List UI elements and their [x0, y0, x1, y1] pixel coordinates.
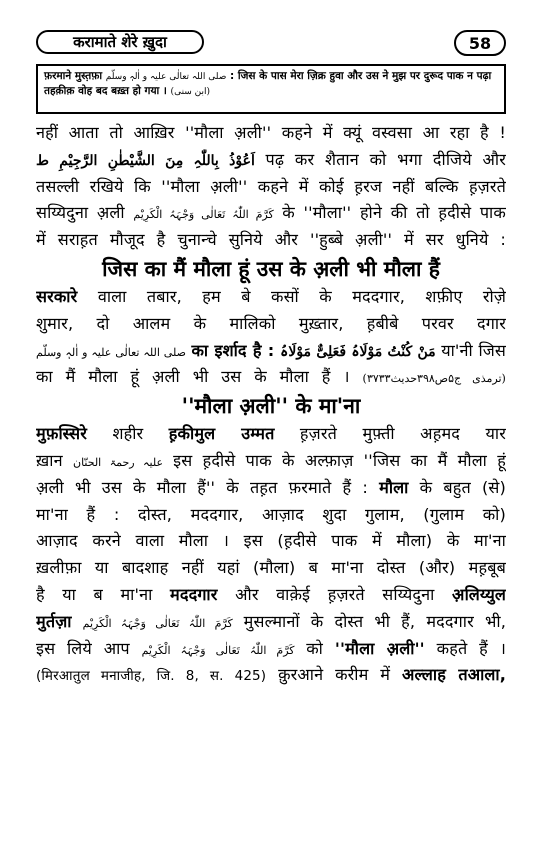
text-line: आज़ाद करने वाला मौला । इस (ह़दीसे पाक में मौला) के मा'ना [36, 531, 506, 551]
text-line: मा'ना हैं : दोस्त, मददगार, आज़ाद शुदा गुलाम, (गुलाम को) [36, 504, 506, 524]
quote-text: : जिस के पास मेरा ज़िक्र हुवा और उस ने मुझ पर दुरूद पाक न पढ़ा तहक़ीक़ वोह बद बख़्त हो गया । [44, 70, 492, 98]
line-text: और वाक़ेई ह़ज़रते सय्यिदुना [235, 584, 435, 604]
bold-text: अ़लिय्युल [452, 584, 506, 604]
line-text: का इर्शाद है : [191, 340, 275, 360]
bold-text: मुर्तज़ा [36, 611, 72, 631]
bold-text: मुफ़स्सिरे [36, 424, 87, 444]
text-line [36, 582, 506, 609]
book-title: करामाते शेरे ख़ुदा [36, 30, 204, 54]
line-text: मुसल्मानों के दोस्त भी हैं, मददगार भी, [243, 611, 506, 631]
text-line [36, 364, 506, 391]
line-text: ह़ज़रते मुफ़्ती अह़मद यार [299, 424, 506, 444]
reference: (ترمذی ج۵ص۳۹۸حدیث۳۷۳۳) [362, 372, 506, 386]
arabic-phrase: صلی اللہ تعالٰی علیہ و اٰلہٖ وسلّم [36, 345, 186, 359]
bold-text: ह़कीमुल उम्मत [168, 424, 275, 444]
line-text: अ़ली भी उस के मौला हैं'' के तह़त फ़रमाते हैं : [36, 477, 369, 497]
line-text: के ''मौला'' होने की तो ह़दीसे पाक [282, 203, 506, 223]
arabic-phrase: کَرَّمَ اللّٰہُ تَعَالٰی وَجْہَہُ الْکَرِیْم [133, 208, 274, 222]
text-line [36, 448, 506, 475]
quote-reference: (ابن سنی) [170, 87, 211, 98]
text-line: ख़लीफ़ा या बादशाह नहीं यहां (मौला) ब मा'ना दोस्त (और) मह़बूब [36, 558, 506, 578]
line-text: या'नी जिस [441, 340, 506, 360]
page-content [36, 120, 506, 689]
page-number: 58 [454, 30, 506, 56]
bold-text: मौला [379, 477, 409, 497]
text-line [36, 284, 506, 311]
line-text: इस ह़दीसे पाक के अल्फ़ाज़ ''जिस का मैं मौला हूं [173, 450, 506, 470]
line-text: को [306, 638, 324, 658]
text-line [36, 338, 506, 365]
bold-text: अल्लाह तआला, [401, 665, 506, 685]
line-text: कहते हैं । [436, 638, 506, 658]
text-line: शुमार, दो आलम के मालिको मुख़्तार, ह़बीबे परवर दगार [36, 313, 506, 333]
arabic-phrase: کَرَّمَ اللّٰہُ تَعَالٰی وَجْہَہُ الْکَرِیْم [82, 616, 233, 630]
section-heading: जिस का मैं मौला हूं उस के अ़ली भी मौला हैं [102, 256, 440, 281]
text-line [36, 609, 506, 636]
arabic-phrase: اَعُوْذُ بِاللّٰہِ مِنَ الشَّیْطٰنِ الرَّجِیْمِ ط [36, 152, 255, 169]
line-text: है या ब मा'ना [36, 584, 153, 604]
arabic-phrase: کَرَّمَ اللّٰہُ تَعَالٰی وَجْہَہُ الْکَرِیْم [141, 643, 295, 657]
line-text: ख़ान [36, 450, 63, 470]
line-text: के बहुत (से) [419, 477, 506, 497]
bold-text: सरकारे [36, 286, 78, 306]
quote-label: फ़रमाने मुस्त़फ़ा [44, 70, 103, 82]
line-text: इस लिये आप [36, 638, 130, 658]
text-line [36, 200, 506, 227]
text-line: नहीं आता तो आख़िर ''मौला अ़ली'' कहने में क्यूं वस्वसा आ रहा है ! [36, 123, 506, 142]
line-text: सय्यिदुना अ़ली [36, 203, 125, 223]
text-line: में सराह़त मौजूद है चुनान्चे सुनिये और ''हुब्बे अ़ली'' में सर धुनिये : [36, 230, 506, 250]
line-text: वाला तबार, हम बे कसों के मददगार, शफ़ीए रोज़े [97, 286, 506, 306]
arabic-phrase: علیہ رحمۃ الحنّان [72, 455, 164, 469]
line-text: का मैं मौला हूं अ़ली भी उस के मौला हैं । [36, 367, 350, 387]
bold-text: मददगार [170, 584, 218, 604]
line-text: पढ़ कर शैतान को भगा दीजिये और [265, 149, 506, 169]
section-heading: ''मौला अ़ली'' के मा'ना [181, 394, 361, 419]
text-line [36, 475, 506, 502]
arabic-phrase: مَنْ کُنْتُ مَوْلَاہُ فَعَلِیٌّ مَوْلَاہُ [280, 343, 436, 360]
line-text: शहीर [112, 424, 144, 444]
text-line [36, 636, 506, 663]
reference: (मिरआतुल मनाजीह, जि. 8, स. 425) [36, 668, 267, 685]
text-line [36, 147, 506, 174]
text-line: तसल्ली रखिये कि ''मौला अ़ली'' कहने में कोई ह़रज नहीं बल्कि ह़ज़रते [36, 176, 506, 196]
text-line [36, 662, 506, 689]
line-text: कु़रआने करीम में [278, 665, 391, 685]
text-line [36, 421, 506, 448]
bold-text: ''मौला अ़ली'' [334, 638, 425, 658]
quote-salutation: صلی اللہ تعالٰی علیہ و اٰلہٖ وسلّم [105, 72, 227, 82]
hadith-quote-box [36, 64, 506, 114]
page-header [36, 30, 506, 58]
